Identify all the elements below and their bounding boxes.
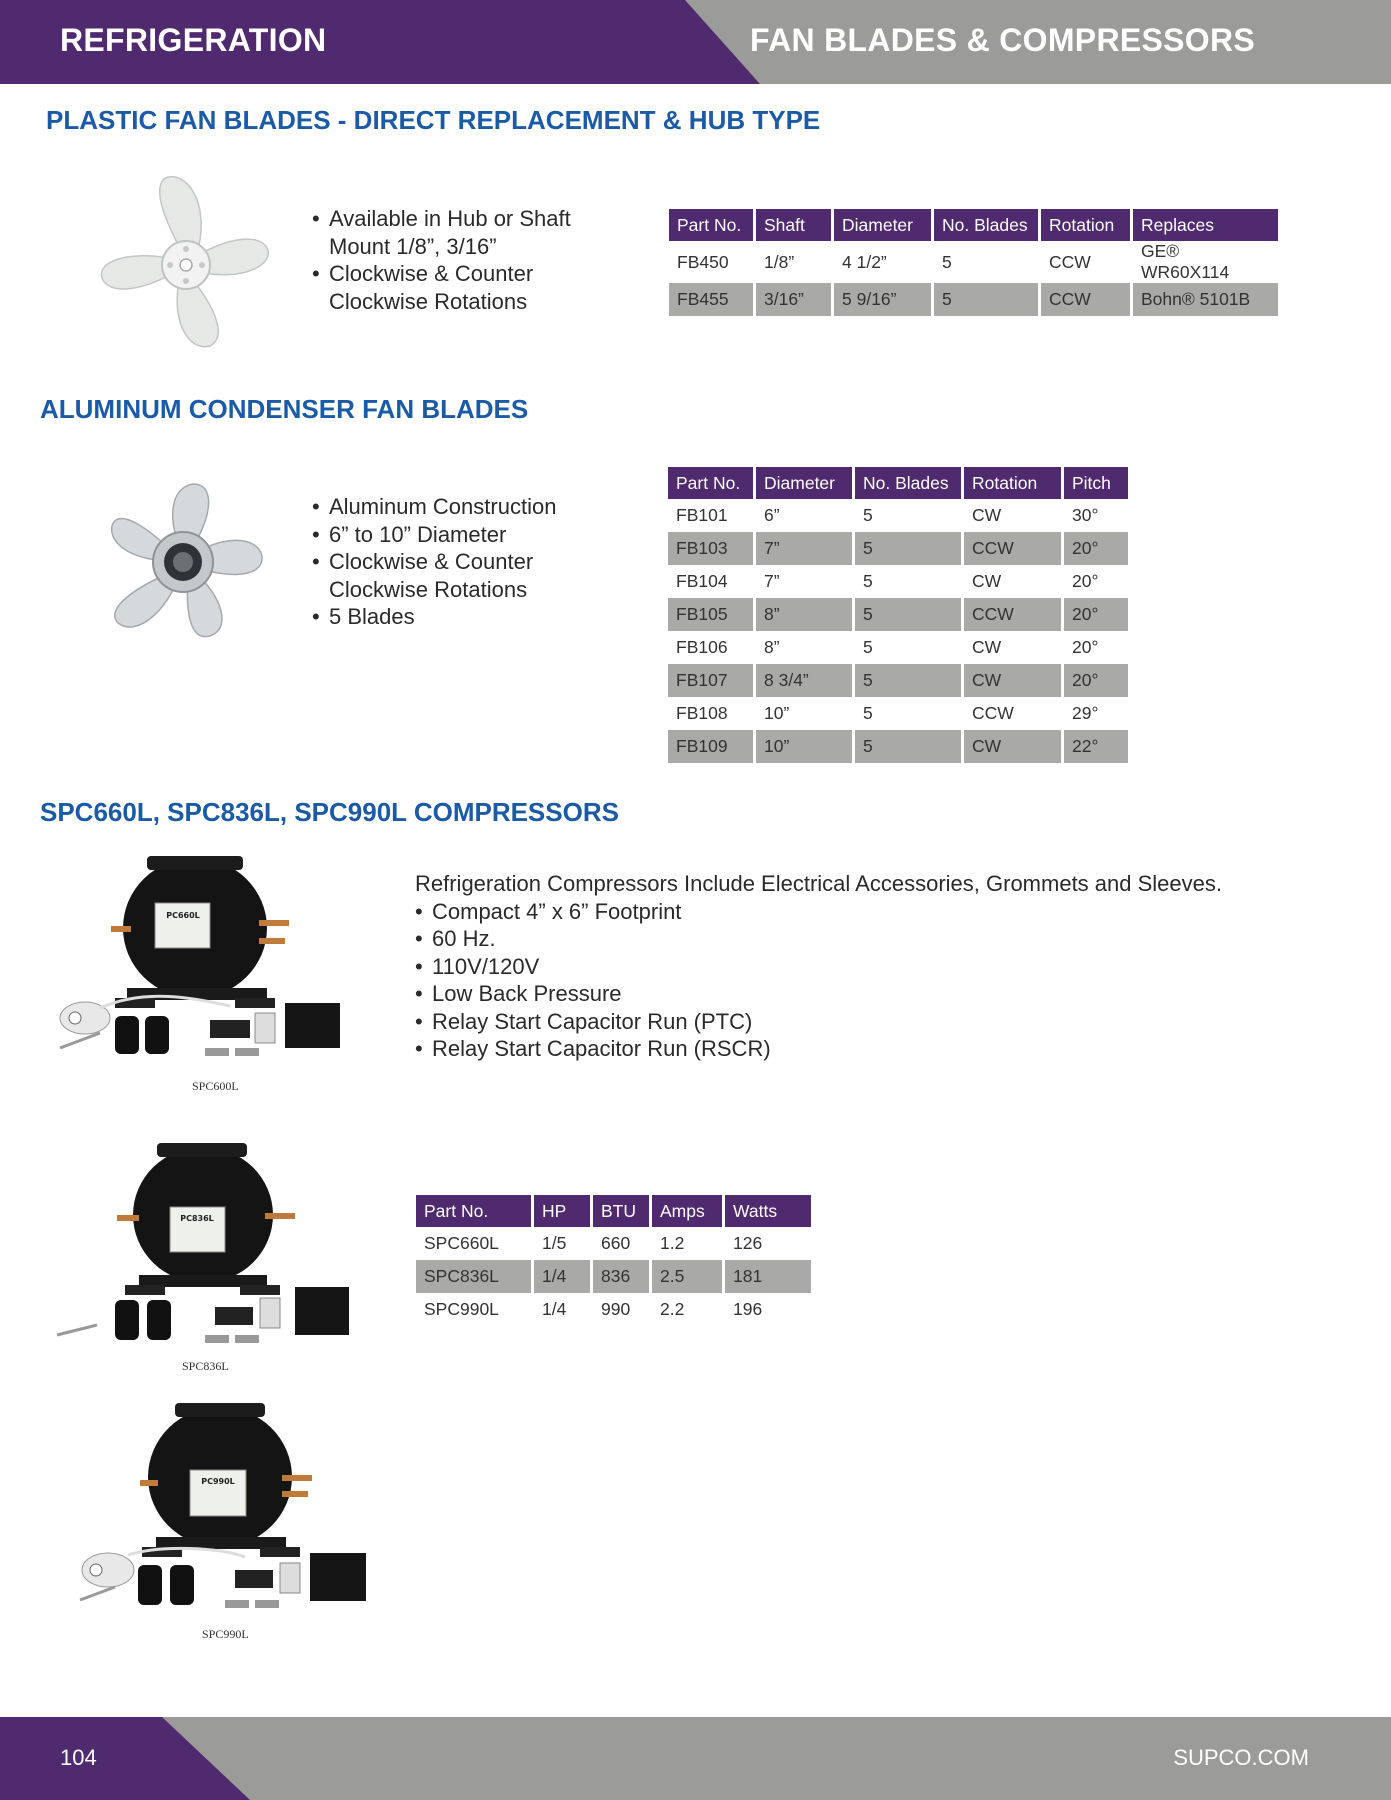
table-row bbox=[669, 283, 1278, 316]
table-cell: 5 bbox=[942, 251, 952, 272]
table-cell: 20° bbox=[1064, 598, 1128, 631]
table-cell: FB106 bbox=[676, 637, 728, 657]
column-header: No. Blades bbox=[855, 467, 961, 499]
table-cell: FB450 bbox=[677, 251, 729, 272]
table-cell: 196 bbox=[733, 1299, 763, 1319]
table-cell: CCW bbox=[964, 598, 1061, 631]
table-cell: 8 3/4” bbox=[756, 664, 852, 697]
table-cell: FB107 bbox=[668, 664, 753, 697]
table-cell: 3/16” bbox=[756, 283, 831, 316]
aluminum-fan-table bbox=[665, 467, 1131, 763]
header-section-title: FAN BLADES & COMPRESSORS bbox=[750, 22, 1256, 58]
table-cell: 5 9/16” bbox=[834, 283, 931, 316]
column-header: Rotation bbox=[964, 467, 1061, 499]
table-cell: 4 1/2” bbox=[842, 251, 887, 272]
table-cell: 20° bbox=[1072, 637, 1099, 657]
column-header: Replaces bbox=[1133, 209, 1278, 241]
compressor-caption: SPC600L bbox=[192, 1079, 239, 1093]
table-cell: FB104 bbox=[676, 571, 728, 591]
table-row bbox=[416, 1293, 811, 1326]
compressor-label-text: PC836L bbox=[180, 1214, 214, 1223]
table-cell: GE® WR60X114 bbox=[1141, 241, 1230, 282]
table-cell: Bohn® 5101B bbox=[1133, 283, 1278, 316]
table-cell: FB455 bbox=[669, 283, 753, 316]
table-cell: 181 bbox=[725, 1260, 811, 1293]
table-header-row bbox=[668, 467, 1128, 499]
table-cell: 10” bbox=[764, 703, 790, 723]
list-item: • Compact 4” x 6” Footprint bbox=[415, 898, 1222, 926]
table-cell: CCW bbox=[1049, 251, 1091, 272]
list-item: • 6” to 10” Diameter bbox=[312, 521, 612, 549]
plastic-fan-blade-image bbox=[90, 170, 280, 355]
compressor-caption: SPC836L bbox=[182, 1359, 229, 1373]
table-cell: FB108 bbox=[676, 703, 728, 723]
footer-purple-band bbox=[0, 1717, 250, 1800]
plastic-fan-features bbox=[312, 205, 612, 315]
table-cell: FB103 bbox=[668, 532, 753, 565]
table-row bbox=[416, 1227, 811, 1260]
list-item: • Aluminum Construction bbox=[312, 493, 612, 521]
table-cell: 6” bbox=[764, 505, 780, 525]
compressor-label-text: PC660L bbox=[166, 911, 200, 920]
table-cell: CCW bbox=[964, 532, 1061, 565]
table-cell: 29° bbox=[1072, 703, 1099, 723]
table-cell: 2.5 bbox=[652, 1260, 722, 1293]
column-header: HP bbox=[534, 1195, 590, 1227]
table-row bbox=[668, 532, 1128, 565]
compressor-table bbox=[413, 1195, 814, 1326]
column-header: Part No. bbox=[668, 467, 753, 499]
table-header-row bbox=[416, 1195, 811, 1227]
aluminum-fan-blade-image bbox=[98, 478, 268, 643]
table-cell: 8” bbox=[756, 598, 852, 631]
list-item: • Relay Start Capacitor Run (RSCR) bbox=[415, 1035, 1222, 1063]
list-item: • Available in Hub or Shaft Mount 1/8”, 3/16” bbox=[312, 205, 612, 260]
list-item: • 60 Hz. bbox=[415, 925, 1222, 953]
website-link[interactable]: SUPCO.COM bbox=[1173, 1745, 1309, 1770]
table-cell: 5 bbox=[934, 283, 1038, 316]
column-header: Diameter bbox=[756, 467, 852, 499]
compressor-spc990l-image bbox=[70, 1395, 375, 1620]
compressor-caption: SPC990L bbox=[202, 1627, 249, 1641]
table-cell: 5 bbox=[855, 664, 961, 697]
compressor-features bbox=[415, 898, 1222, 1063]
table-row bbox=[669, 241, 1278, 283]
table-cell: 1/5 bbox=[542, 1233, 567, 1253]
table-cell: CW bbox=[972, 505, 1002, 525]
table-cell: 5 bbox=[863, 637, 873, 657]
column-header: Part No. bbox=[669, 209, 753, 241]
column-header: Diameter bbox=[834, 209, 931, 241]
table-cell: 1.2 bbox=[660, 1233, 685, 1253]
table-cell: 10” bbox=[756, 730, 852, 763]
table-cell: 1/8” bbox=[764, 251, 795, 272]
table-row bbox=[668, 730, 1128, 763]
list-item: • 5 Blades bbox=[312, 603, 612, 631]
table-cell: 5 bbox=[855, 598, 961, 631]
table-cell: 5 bbox=[855, 730, 961, 763]
table-row bbox=[416, 1260, 811, 1293]
column-header: Part No. bbox=[416, 1195, 531, 1227]
column-header: BTU bbox=[593, 1195, 649, 1227]
table-cell: 20° bbox=[1072, 571, 1099, 591]
page-number: 104 bbox=[60, 1745, 97, 1770]
table-cell: 1/4 bbox=[542, 1299, 567, 1319]
table-cell: 1/4 bbox=[534, 1260, 590, 1293]
table-cell: CW bbox=[972, 571, 1002, 591]
compressor-description bbox=[415, 870, 1222, 1063]
compressor-spc836l-image bbox=[55, 1135, 360, 1355]
column-header: Pitch bbox=[1064, 467, 1128, 499]
table-cell: 7” bbox=[764, 571, 780, 591]
table-cell: FB101 bbox=[676, 505, 728, 525]
table-cell: 22° bbox=[1064, 730, 1128, 763]
column-header: No. Blades bbox=[934, 209, 1038, 241]
compressors-title: SPC660L, SPC836L, SPC990L COMPRESSORS bbox=[40, 797, 619, 827]
aluminum-fan-blades-title: ALUMINUM CONDENSER FAN BLADES bbox=[40, 394, 529, 424]
compressor-intro: Refrigeration Compressors Include Electrical Accessories, Grommets and Sleeves. bbox=[415, 871, 1222, 896]
table-cell: FB109 bbox=[668, 730, 753, 763]
table-cell: 5 bbox=[863, 505, 873, 525]
table-row bbox=[668, 664, 1128, 697]
table-cell: 836 bbox=[593, 1260, 649, 1293]
compressor-spc660l-image bbox=[55, 848, 360, 1068]
column-header: Rotation bbox=[1041, 209, 1130, 241]
compressor-label-text: PC990L bbox=[201, 1477, 235, 1486]
table-row bbox=[668, 499, 1128, 532]
column-header: Watts bbox=[725, 1195, 811, 1227]
table-cell: 5 bbox=[863, 571, 873, 591]
plastic-fan-table bbox=[666, 209, 1281, 316]
table-cell: CW bbox=[972, 637, 1002, 657]
table-cell: SPC836L bbox=[416, 1260, 531, 1293]
table-cell: 8” bbox=[764, 637, 780, 657]
table-cell: SPC990L bbox=[424, 1299, 499, 1319]
table-row bbox=[668, 565, 1128, 598]
table-cell: 990 bbox=[601, 1299, 631, 1319]
list-item: • 110V/120V bbox=[415, 953, 1222, 981]
list-item: • Clockwise & Counter Clockwise Rotations bbox=[312, 548, 612, 603]
table-cell: FB105 bbox=[668, 598, 753, 631]
table-cell: 20° bbox=[1064, 664, 1128, 697]
list-item: • Low Back Pressure bbox=[415, 980, 1222, 1008]
table-row bbox=[668, 631, 1128, 664]
page-footer bbox=[0, 1717, 1391, 1800]
table-cell: 126 bbox=[733, 1233, 763, 1253]
table-cell: 660 bbox=[601, 1233, 631, 1253]
table-cell: CW bbox=[964, 730, 1061, 763]
table-cell: 2.2 bbox=[660, 1299, 685, 1319]
table-cell: 30° bbox=[1072, 505, 1099, 525]
plastic-fan-blades-title: PLASTIC FAN BLADES - DIRECT REPLACEMENT & HUB TYPE bbox=[46, 105, 821, 135]
column-header: Amps bbox=[652, 1195, 722, 1227]
table-row bbox=[668, 697, 1128, 730]
table-row bbox=[668, 598, 1128, 631]
table-cell: CCW bbox=[972, 703, 1014, 723]
list-item: • Relay Start Capacitor Run (PTC) bbox=[415, 1008, 1222, 1036]
page-header bbox=[0, 0, 1391, 84]
table-cell: 5 bbox=[855, 532, 961, 565]
table-cell: CCW bbox=[1041, 283, 1130, 316]
table-header-row bbox=[669, 209, 1278, 241]
column-header: Shaft bbox=[756, 209, 831, 241]
aluminum-fan-features bbox=[312, 493, 612, 631]
table-cell: CW bbox=[964, 664, 1061, 697]
table-cell: SPC660L bbox=[424, 1233, 499, 1253]
table-cell: 5 bbox=[863, 703, 873, 723]
list-item: • Clockwise & Counter Clockwise Rotations bbox=[312, 260, 612, 315]
header-category: REFRIGERATION bbox=[60, 22, 327, 58]
table-cell: 7” bbox=[756, 532, 852, 565]
table-cell: 20° bbox=[1064, 532, 1128, 565]
